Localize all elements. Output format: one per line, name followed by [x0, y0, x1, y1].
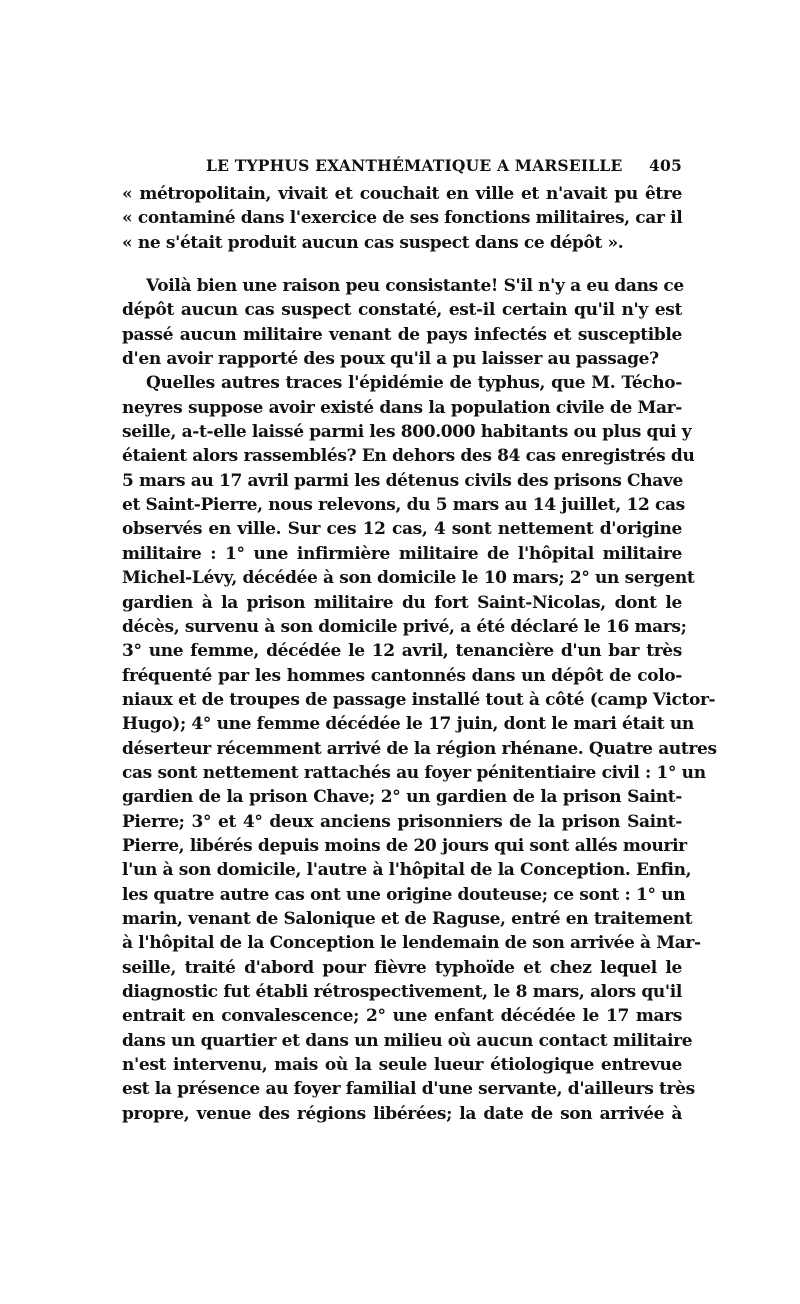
text-line: seille, traité d'abord pour fièvre typhoïde et chez lequel le: [122, 957, 682, 978]
text-line: et Saint-Pierre, nous relevons, du 5 mars au 14 juillet, 12 cas: [122, 495, 685, 516]
page-header: [122, 152, 682, 182]
text-line: étaient alors rassemblés? En dehors des 84 cas enregistrés du: [122, 446, 695, 467]
text-line: seille, a-t-elle laissé parmi les 800.000 habitants ou plus qui y: [122, 422, 692, 443]
text-line: décès, survenu à son domicile privé, a été déclaré le 16 mars;: [122, 616, 687, 637]
paragraph: [122, 371, 717, 1126]
text-line: diagnostic fut établi rétrospectivement, le 8 mars, alors qu'il: [122, 982, 682, 1002]
text-line: cas sont nettement rattachés au foyer pénitentiaire civil : 1° un: [122, 762, 706, 783]
text-line: passé aucun militaire venant de pays infectés et susceptible: [122, 324, 682, 345]
text-line: « contaminé dans l'exercice de ses fonctions militaires, car il: [122, 208, 683, 229]
text-line: n'est intervenu, mais où la seule lueur étiologique entrevue: [122, 1055, 682, 1076]
text-line: Pierre; 3° et 4° deux anciens prisonniers de la prison Saint-: [122, 811, 682, 832]
text-line: marin, venant de Salonique et de Raguse, entré en traitement: [122, 908, 693, 929]
book-page: [122, 152, 717, 1126]
text-line: niaux et de troupes de passage installé tout à côté (camp Victor-: [122, 689, 716, 710]
text-line: les quatre autre cas ont une origine douteuse; ce sont : 1° un: [122, 884, 686, 905]
page-number: 405: [649, 156, 682, 175]
text-line: 5 mars au 17 avril parmi les détenus civils des prisons Chave: [122, 470, 683, 491]
text-line: Pierre, libérés depuis moins de 20 jours qui sont allés mourir: [122, 835, 687, 856]
text-line: « ne s'était produit aucun cas suspect dans ce dépôt ».: [122, 232, 624, 253]
text-line: entrait en convalescence; 2° une enfant décédée le 17 mars: [122, 1006, 682, 1027]
text-line: 3° une femme, décédée le 12 avril, tenancière d'un bar très: [122, 641, 682, 662]
paragraph-gap: [122, 255, 682, 274]
text-line: déserteur récemment arrivé de la région rhénane. Quatre autres: [122, 738, 717, 759]
running-title: LE TYPHUS EXANTHÉMATIQUE A MARSEILLE: [206, 156, 623, 175]
text-line: d'en avoir rapporté des poux qu'il a pu laisser au passage?: [122, 349, 659, 370]
text-line: propre, venue des régions libérées; la date de son arrivée à: [122, 1103, 682, 1124]
text-line: Quelles autres traces l'épidémie de typhus, que M. Técho-: [146, 373, 682, 394]
text-line: Hugo); 4° une femme décédée le 17 juin, dont le mari était un: [122, 714, 694, 735]
text-line: l'un à son domicile, l'autre à l'hôpital de la Conception. Enfin,: [122, 860, 692, 881]
text-line: dans un quartier et dans un milieu où aucun contact militaire: [122, 1030, 693, 1051]
text-line: Michel-Lévy, décédée à son domicile le 10 mars; 2° un sergent: [122, 568, 695, 589]
text-line: militaire : 1° une infirmière militaire de l'hôpital militaire: [122, 543, 682, 564]
paragraph: [122, 274, 682, 371]
quote-paragraph: [122, 182, 682, 255]
text-line: à l'hôpital de la Conception le lendemain de son arrivée à Mar-: [122, 933, 701, 954]
text-line: « métropolitain, vivait et couchait en ville et n'avait pu être: [122, 184, 682, 204]
text-line: observés en ville. Sur ces 12 cas, 4 sont nettement d'origine: [122, 519, 682, 540]
text-line: gardien à la prison militaire du fort Saint-Nicolas, dont le: [122, 592, 682, 613]
text-line: fréquenté par les hommes cantonnés dans un dépôt de colo-: [122, 665, 682, 686]
text-line: est la présence au foyer familial d'une servante, d'ailleurs très: [122, 1079, 695, 1100]
text-line: neyres suppose avoir existé dans la population civile de Mar-: [122, 397, 682, 418]
text-line: dépôt aucun cas suspect constaté, est-il certain qu'il n'y est: [122, 300, 682, 321]
text-line: Voilà bien une raison peu consistante! S'il n'y a eu dans ce: [146, 276, 684, 297]
text-line: gardien de la prison Chave; 2° un gardien de la prison Saint-: [122, 787, 682, 808]
